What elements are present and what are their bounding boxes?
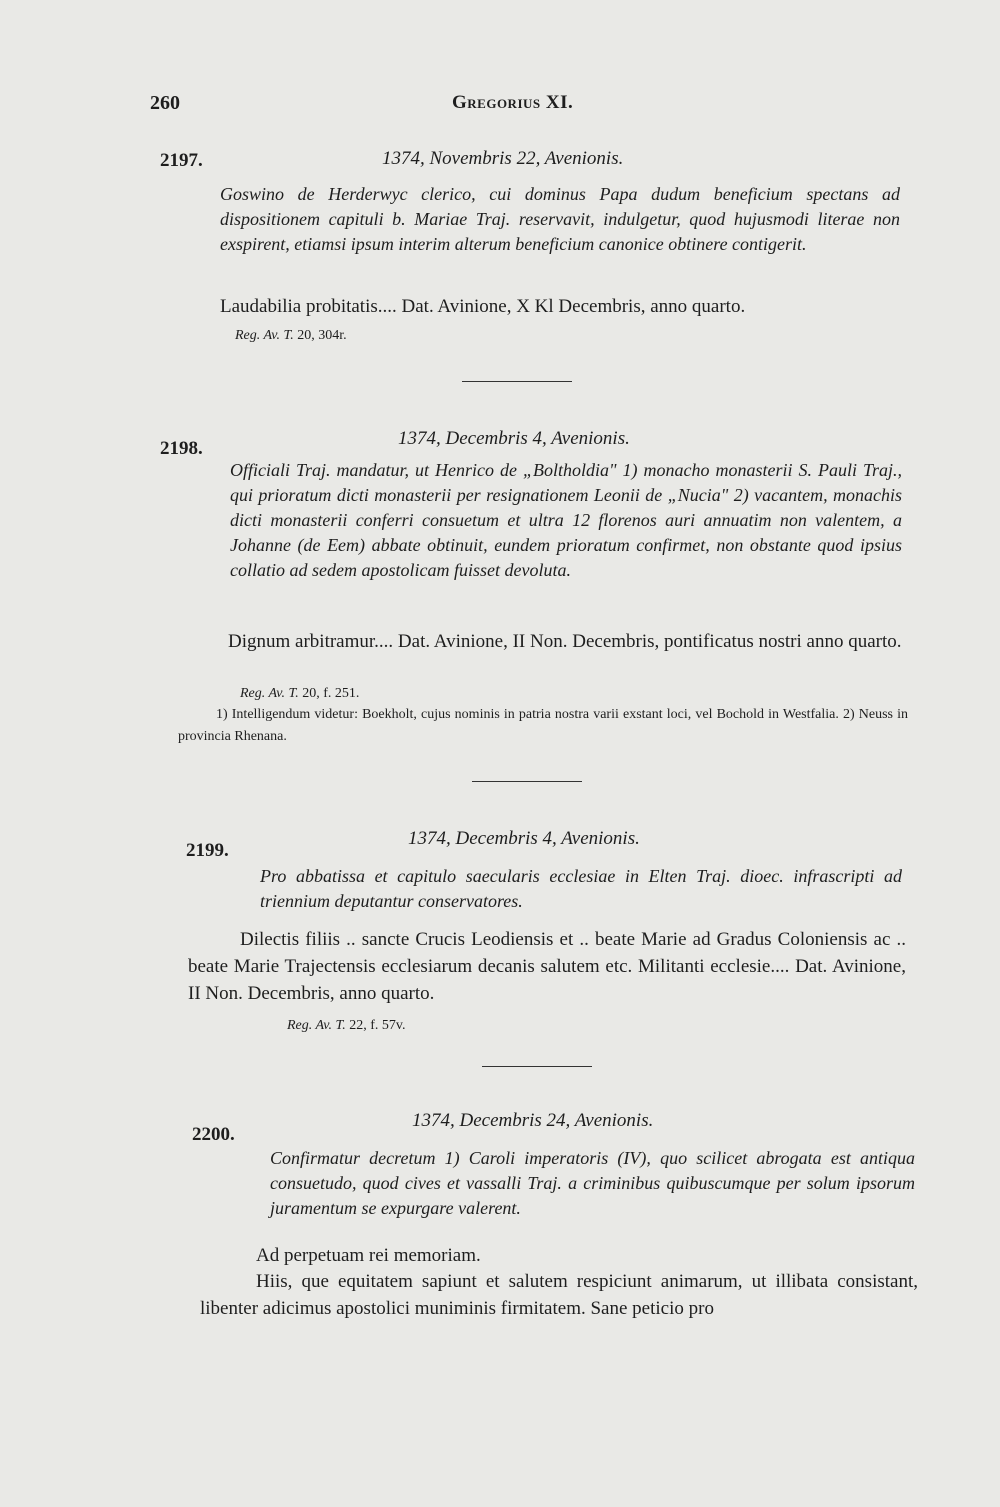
register-location: 22, f. 57v. [349, 1018, 406, 1033]
register-location: 20, f. 251. [302, 686, 360, 701]
running-head [150, 92, 870, 122]
separator [482, 1066, 592, 1067]
entry-date: 1374, Decembris 4, Avenionis. [408, 828, 640, 849]
entry-2197 [160, 148, 905, 378]
entry-number: 2200. [192, 1124, 235, 1145]
entry-summary: Goswino de Herderwyc clerico, cui dominus Papa dudum beneficium spectans ad dispositionem capituli b. Mariae Traj. reservavit, indulgetur, quod hujusmodi literae non exspirent, etiamsi ipsum interim alterum beneficium canonice obtinere contigerit. [220, 184, 900, 254]
entry-number: 2198. [160, 438, 203, 459]
entry-summary: Confirmatur decretum 1) Caroli imperatoris (IV), quo scilicet abrogata est antiqua consuetudo, quod cives et vassalli Traj. a criminibus quibuscumque per solum ipsorum juramentum se expurgare valerent. [270, 1148, 915, 1218]
register-reference [240, 686, 359, 702]
separator [462, 381, 572, 382]
separator [472, 781, 582, 782]
entry-date: 1374, Novembris 22, Avenionis. [382, 148, 624, 169]
entry-date: 1374, Decembris 24, Avenionis. [412, 1110, 654, 1131]
register-reference [287, 1018, 405, 1034]
entry-number: 2197. [160, 150, 203, 171]
entry-incipit: Laudabilia probitatis.... Dat. Avinione, X Kl Decembris, anno quarto. [220, 296, 746, 317]
entry-2199 [160, 828, 905, 1048]
entry-2198 [160, 428, 908, 758]
page-header-title: Gregorius XI. [452, 92, 574, 113]
entry-incipit: Dignum arbitramur.... Dat. Avinione, II Non. Decembris, pontificatus nostri anno quarto. [228, 631, 902, 652]
entry-number: 2199. [186, 840, 229, 861]
page-number: 260 [150, 92, 180, 114]
entry-incipit: Dilectis filiis .. sancte Crucis Leodiensis et .. beate Marie ad Gradus Coloniensis ac .. beate Marie Trajectensis ecclesiarum decanis salutem etc. Militanti ecclesie.... Dat. Avinione, II Non. Decembris, anno quarto. [188, 929, 906, 1004]
entry-2200 [160, 1110, 918, 1330]
register-prefix: Reg. Av. T. [240, 686, 299, 701]
entry-summary: Pro abbatissa et capitulo saecularis ecclesiae in Elten Traj. dioec. infrascripti ad triennium deputantur conservatores. [260, 866, 902, 911]
entry-date: 1374, Decembris 4, Avenionis. [398, 428, 630, 449]
register-reference [235, 328, 347, 344]
footnotes: 1) Intelligendum videtur: Boekholt, cujus nominis in patria nostra varii exstant loci, vel Bochold in Westfalia. 2) Neuss in provincia Rhenana. [178, 707, 908, 744]
entry-incipit-line: Ad perpetuam rei memoriam. [256, 1245, 481, 1266]
register-prefix: Reg. Av. T. [287, 1018, 346, 1033]
entry-incipit: Hiis, que equitatem sapiunt et salutem respiciunt animarum, ut illibata consistant, libenter adicimus apostolici muniminis firmitatem. Sane peticio pro [200, 1271, 918, 1319]
register-prefix: Reg. Av. T. [235, 328, 294, 343]
register-location: 20, 304r. [297, 328, 347, 343]
entry-summary: Officiali Traj. mandatur, ut Henrico de „Boltholdia" 1) monacho monasterii S. Pauli Traj., qui prioratum dicti monasterii per resignationem Leonii de „Nucia" 2) vacantem, monachis dicti monasterii conferri consuetum et ultra 12 florenos auri annuatim non valentem, a Johanne (de Eem) abbate obtinuit, eundem prioratum confirmet, non obstante quod ipsius collatio ad sedem apostolicam fuisset devoluta. [230, 460, 902, 580]
